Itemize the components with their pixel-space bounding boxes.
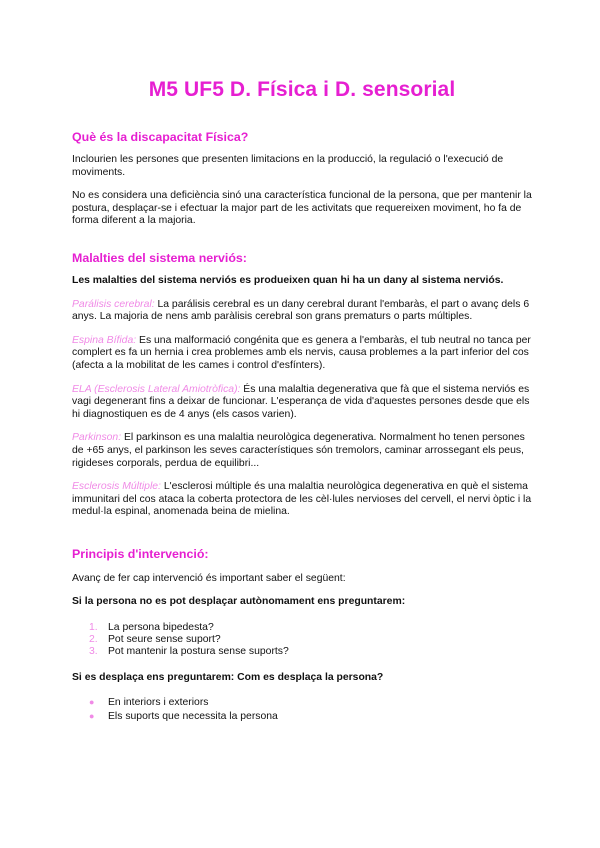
question-heading: Si la persona no es pot desplaçar autònomament ens preguntarem: [72, 596, 406, 608]
bullet-icon: ● [89, 697, 95, 708]
disease-term: Esclerosis Múltiple: [72, 481, 161, 493]
section-intro: Avanç de fer cap intervenció és important saber el següent: [72, 572, 346, 584]
page-title: M5 UF5 D. Física i D. sensorial [148, 78, 456, 101]
disease-term: Parkinson: [72, 432, 122, 444]
paragraph: Inclourien les persones que presenten limitacions en la producció, la regulació o l'execució de moviments. [72, 154, 504, 178]
list-number: 3. [89, 646, 98, 658]
disease-entry [72, 481, 532, 519]
disease-entry [72, 299, 532, 324]
disease-description: La parálisis cerebral es un dany cerebral durant l'embaràs, el part o avanç dels 6 anys. La majoria de nens amb paràlisis cerebral son grans prematurs o parts múltiples. [72, 298, 530, 323]
section-heading: Què és la discapacitat Física? [72, 130, 249, 144]
section-physical-disability [72, 130, 532, 228]
list-item: 2. Pot seure sense suport? [89, 634, 221, 646]
disease-description: Es una malformació congénita que es genera a l'embaràs, el tub neutral no tanca per complert es fa un hernia i crea problemes amb els nervis, causa problemes a la part inferior del cos (afecta a la mobilitat de les cames i control d'esfínters). [72, 334, 531, 371]
list-number: 2. [89, 634, 98, 646]
disease-description: El parkinson es una malaltia neurològica degenerativa. Normalment ho tenen persones de +65 anys, el parkinson les seves característiques són tremolors, caminar arrossegant els peus, rigideses corporals, perdua de equilibri... [72, 432, 525, 469]
disease-term: ELA (Esclerosis Lateral Amiotròfica): [72, 383, 241, 395]
document-page [72, 78, 532, 723]
disease-description: L'esclerosi múltiple és una malaltia neurològica degenerativa en què el sistema immunitari del cos ataca la coberta protectora de les cèl·lules nervioses del cervell, el nervi òptic i la medul·la espinal, anomenada beina de mielina. [72, 481, 532, 518]
bullet-list [72, 696, 532, 723]
disease-term: Espina Bífida: [72, 334, 137, 346]
section-nervous-system-diseases [72, 251, 532, 519]
disease-entry [72, 432, 532, 470]
section-intervention-principles [72, 547, 532, 724]
bullet-icon: ● [89, 710, 95, 721]
disease-entry [72, 384, 532, 422]
disease-term: Parálisis cerebral: [72, 298, 155, 310]
list-item: ● Els suports que necessita la persona [89, 710, 278, 722]
list-item: 1. La persona bipedesta? [89, 622, 214, 634]
list-item: 3. Pot mantenir la postura sense suports? [89, 646, 289, 658]
question-heading: Si es desplaça ens preguntarem: Com es desplaça la persona? [72, 671, 384, 683]
disease-entry [72, 335, 532, 373]
section-heading: Principis d'intervenció: [72, 546, 209, 561]
section-intro: Les malalties del sistema nerviós es produeixen quan hi ha un dany al sistema nerviós. [72, 274, 504, 286]
disease-description: És una malaltia degenerativa que fà que el sistema nerviós es vagi degenerant fins a deixar de funcionar. L'esperança de vida d'aquestes persones desde que els hi diagnostiquen es de 4 anys (els casos varien). [72, 383, 530, 420]
paragraph: No es considera una deficiència sinó una característica funcional de la persona, que per mantenir la postura, desplaçar-se i efectuar la major part de les activitats que requereixen moviment, ho fa de forma diferent a la majoria. [72, 190, 532, 227]
list-number: 1. [89, 622, 98, 634]
section-heading: Malalties del sistema nerviós: [72, 250, 247, 265]
list-item: ● En interiors i exteriors [89, 697, 209, 709]
numbered-list [72, 622, 532, 659]
